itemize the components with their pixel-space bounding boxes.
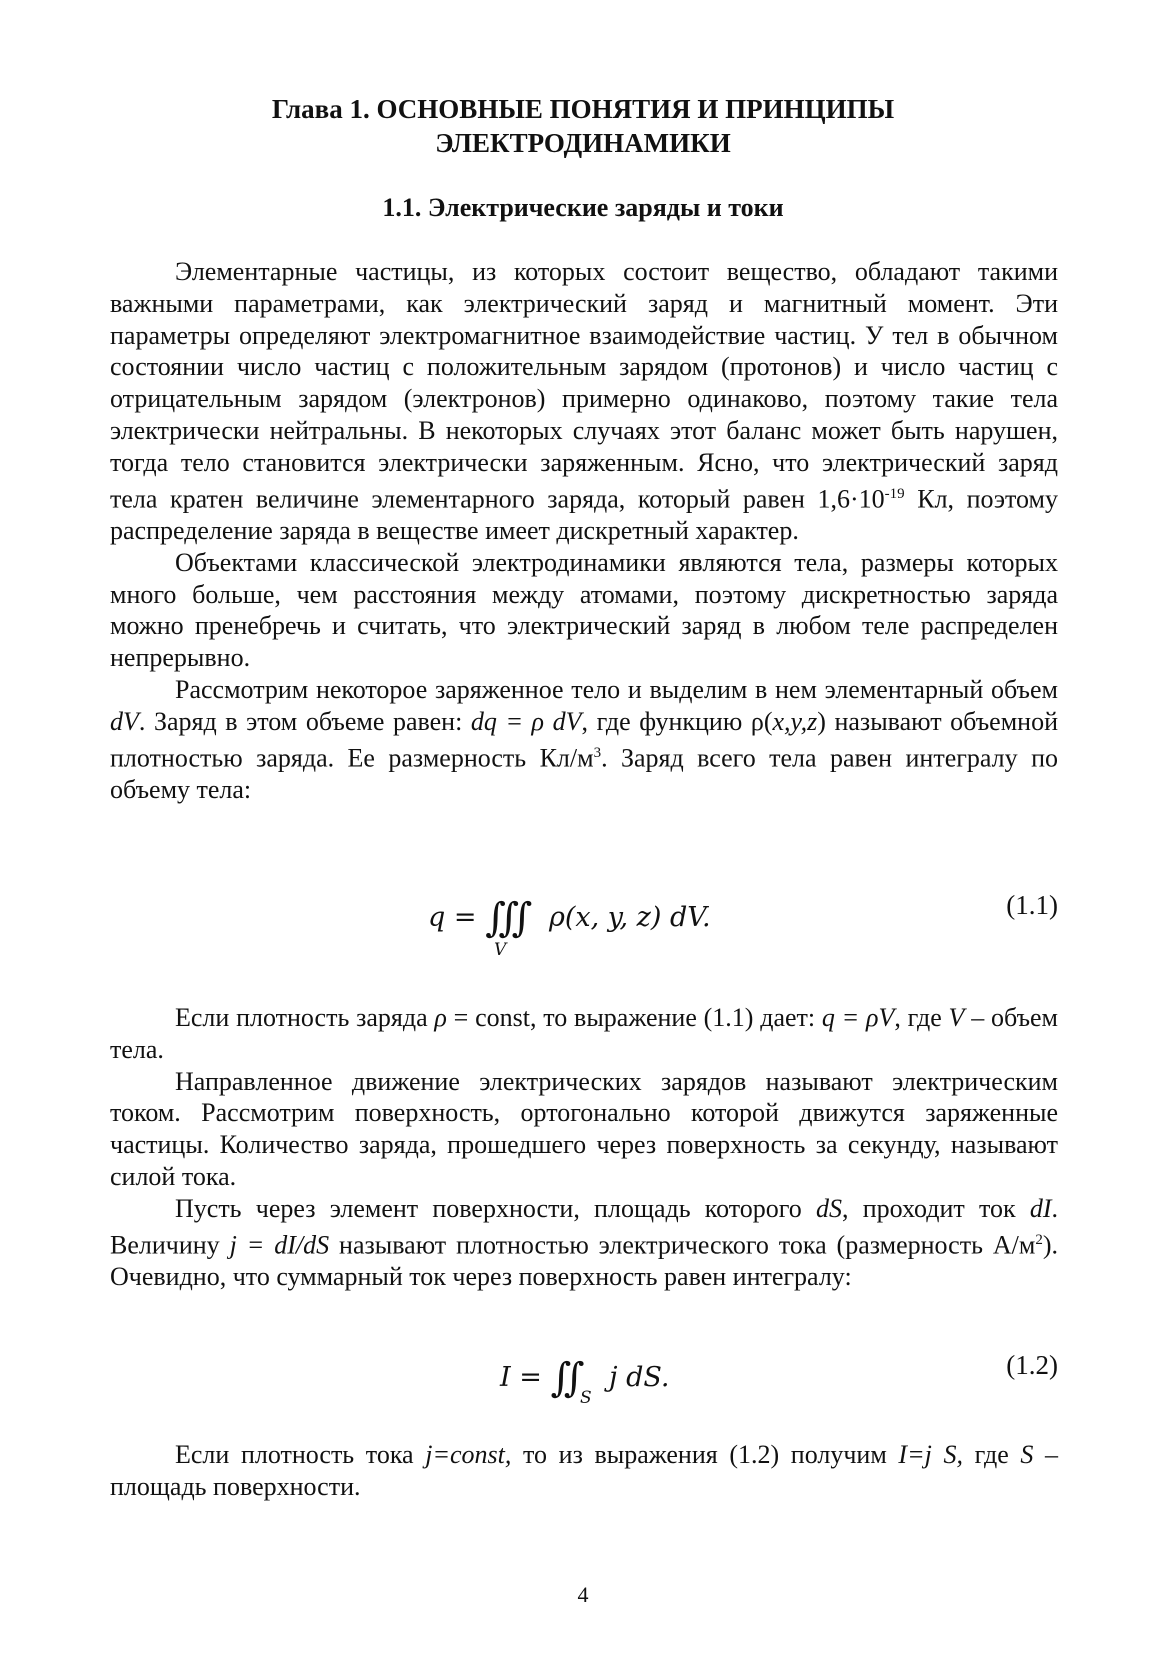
chapter-title-line-1: Глава 1. ОСНОВНЫЕ ПОНЯТИЯ И ПРИНЦИПЫ (271, 94, 895, 124)
chapter-title (0, 92, 1166, 160)
paragraph-elementary-particles: Элементарные частицы, из которых состоит вещество, обладают такими важными параметрами, как электрический заряд и магнитный момент. Эти параметры определяют электромагнитное взаимодействие частиц. У тел в обычном состоянии число частиц с положительным зарядом (протонов) и число частиц с отрицательным зарядом (электронов) примерно одинаково, поэтому такие тела электрически нейтральны. В некоторых случаях этот баланс может быть нарушен, тогда тело становится электрически заряженным. Ясно, что электрический заряд тела кратен величине элементарного заряда, который равен $1,6\cdot 10^{-19}$ Кл, поэтому распределение заряда в веществе имеет дискретный характер. (110, 257, 1058, 546)
chapter-title-line-2: ЭЛЕКТРОДИНАМИКИ (435, 128, 731, 158)
integral-domain-v: V (494, 940, 507, 960)
triple-integral-symbol: ∭ (485, 895, 519, 941)
paragraph-classical-electrodynamics: Объектами классической электродинамики являются тела, размеры которых много больше, чем расстояния между атомами, поэтому дискретностью заряда можно пренебречь и считать, что электрический заряд в любом теле распределен непрерывно. (110, 547, 1058, 673)
equation-1-2 (110, 1350, 1058, 1410)
paragraph-constant-current: Если плотность тока j=const, то из выражения (1.2) получим I=j S, где S – площадь поверхности. (110, 1440, 1059, 1501)
paragraph-constant-density: Если плотность заряда ρ = const, то выражение (1.1) дает: q = ρV, где V – объем тела. (110, 1003, 1059, 1064)
equation-1-2-body: I = ∬ S j dS. (500, 1355, 670, 1408)
equation-1-1 (110, 890, 1058, 960)
page-number: 4 (577, 1582, 589, 1607)
integral-domain-s: S (580, 1388, 592, 1408)
double-integral-symbol: ∬ (550, 1355, 571, 1401)
section-title: 1.1. Электрические заряды и токи (382, 193, 784, 222)
equation-number-1-2: (1.2) (1006, 1350, 1058, 1380)
text-block-3 (110, 1439, 1058, 1503)
text-block-2 (110, 1002, 1058, 1293)
equation-1-1-body: q = ∭ V ρ(x, y, z) dV. (428, 895, 711, 960)
text-block-1 (110, 256, 1058, 806)
paragraph-charge-density: Рассмотрим некоторое заряженное тело и выделим в нем элементарный объем dV. Заряд в этом объеме равен: dq = ρ dV, где функцию ρ(x,y,z) называют объемной плотностью заряда. Ее размерность $Кл/м^3$. Заряд всего тела равен интегралу по объему тела: (110, 675, 1059, 805)
paragraph-electric-current: Направленное движение электрических зарядов называют электрическим током. Рассмотрим поверхность, ортогонально которой движутся заряженные частицы. Количество заряда, прошедшего через поверхность за секунду, называют силой тока. (110, 1066, 1058, 1191)
paragraph-current-density: Пусть через элемент поверхности, площадь которого dS, проходит ток dI. Величину j = dI/dS называют плотностью электрического тока (размерность $А/м^2$). Очевидно, что суммарный ток через поверхность равен интегралу: (110, 1193, 1059, 1292)
equation-number-1-1: (1.1) (1006, 890, 1058, 920)
